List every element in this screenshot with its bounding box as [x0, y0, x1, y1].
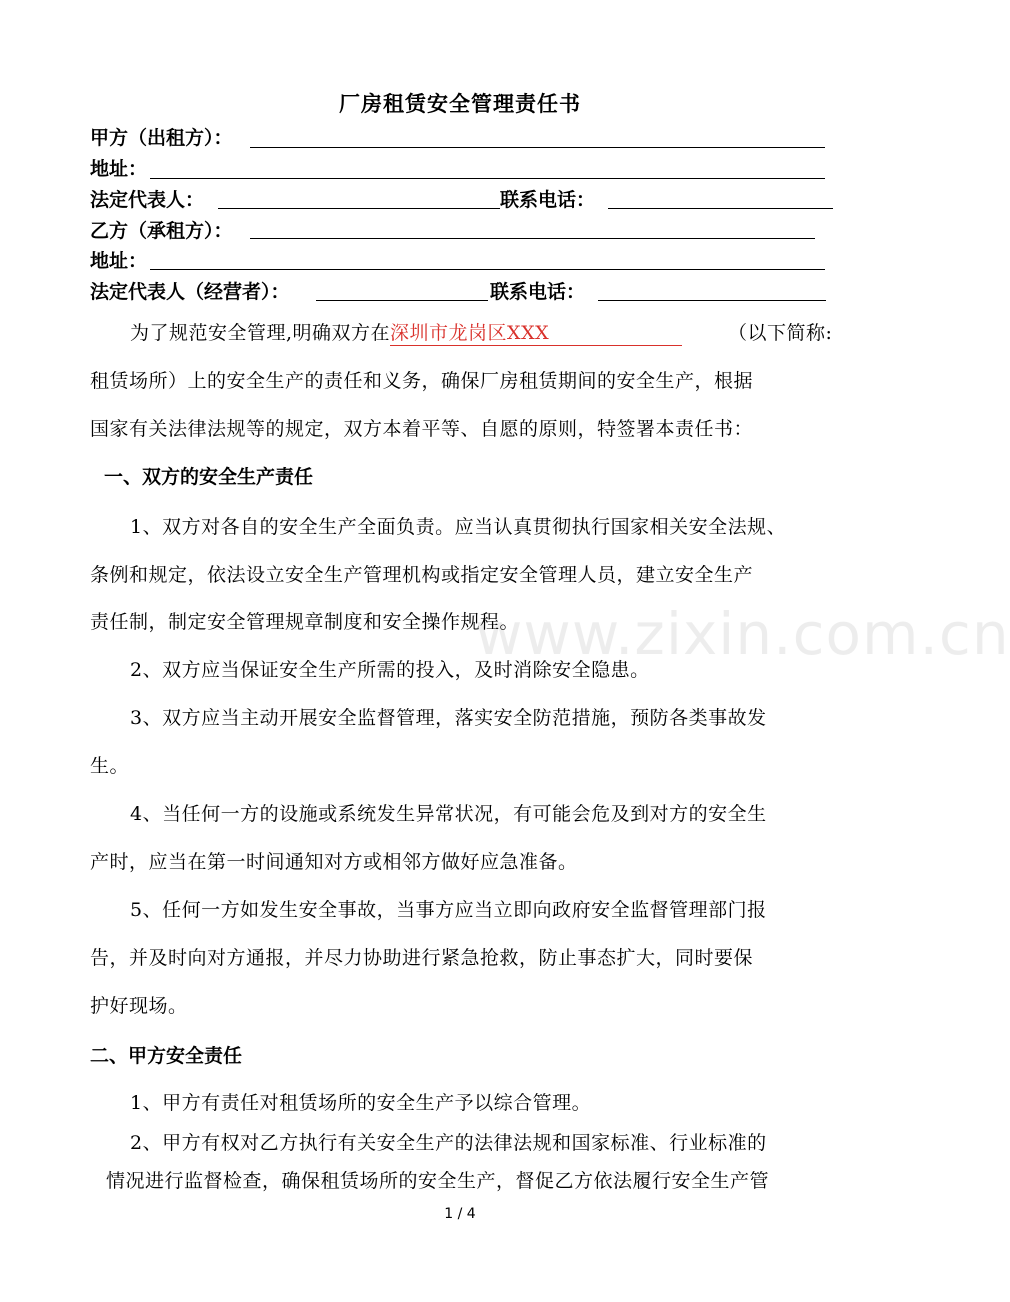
s1-line-3: 责任制，制定安全管理规章制度和安全操作规程。 — [90, 611, 520, 633]
s1-line-4: 2、双方应当保证安全生产所需的投入，及时消除安全隐患。 — [130, 659, 650, 681]
address-b-label: 地址： — [90, 250, 148, 272]
s1-line-5: 3、双方应当主动开展安全监督管理，落实安全防范措施，预防各类事故发 — [130, 707, 767, 729]
address-a-blank[interactable] — [150, 178, 825, 179]
party-a-blank[interactable] — [250, 147, 825, 148]
section-1-heading: 一、双方的安全生产责任 — [104, 466, 314, 488]
intro-line-3: 国家有关法律法规等的规定，双方本着平等、自愿的原则，特签署本责任书： — [90, 418, 754, 440]
legal-rep-a-blank[interactable] — [218, 208, 500, 209]
phone-a-label: 联系电话： — [500, 189, 596, 211]
location-field[interactable]: 深圳市龙岗区XXX — [390, 318, 682, 346]
party-b-label: 乙方（承租方）： — [90, 220, 233, 242]
document-title: 厂房租赁安全管理责任书 — [339, 92, 581, 116]
phone-a-blank[interactable] — [608, 208, 833, 209]
intro-line-2: 租赁场所）上的安全生产的责任和义务，确保厂房租赁期间的安全生产，根据 — [90, 370, 754, 392]
party-b-blank[interactable] — [250, 238, 815, 239]
s1-line-6: 生。 — [90, 755, 130, 777]
legal-rep-a-label: 法定代表人： — [90, 189, 205, 211]
legal-rep-b-label: 法定代表人（经营者）： — [90, 281, 290, 303]
s2-line-2: 2、甲方有权对乙方执行有关安全生产的法律法规和国家标准、行业标准的 — [130, 1132, 767, 1154]
party-a-label: 甲方（出租方）： — [90, 127, 233, 149]
phone-b-blank[interactable] — [598, 300, 826, 301]
s1-line-8: 产时，应当在第一时间通知对方或相邻方做好应急准备。 — [90, 851, 578, 873]
address-b-blank[interactable] — [150, 269, 825, 270]
s1-line-7: 4、当任何一方的设施或系统发生异常状况，有可能会危及到对方的安全生 — [130, 803, 767, 825]
s1-line-11: 护好现场。 — [90, 995, 188, 1017]
s2-line-1: 1、甲方有责任对租赁场所的安全生产予以综合管理。 — [130, 1092, 592, 1114]
s2-line-3: 情况进行监督检查，确保租赁场所的安全生产，督促乙方依法履行安全生产管 — [106, 1170, 770, 1192]
s1-line-9: 5、任何一方如发生安全事故，当事方应当立即向政府安全监督管理部门报 — [130, 899, 767, 921]
s1-line-1: 1、双方对各自的安全生产全面负责。应当认真贯彻执行国家相关安全法规、 — [130, 516, 787, 538]
intro-line-1: 为了规范安全管理,明确双方在深圳市龙岗区XXX （以下简称: — [130, 318, 682, 346]
s1-line-10: 告，并及时向对方通报，并尽力协助进行紧急抢救，防止事态扩大，同时要保 — [90, 947, 754, 969]
address-a-label: 地址： — [90, 158, 148, 180]
section-2-heading: 二、甲方安全责任 — [90, 1045, 243, 1067]
s1-line-2: 条例和规定，依法设立安全生产管理机构或指定安全管理人员，建立安全生产 — [90, 564, 754, 586]
page-number: 1 / 4 — [444, 1206, 476, 1222]
phone-b-label: 联系电话： — [490, 281, 586, 303]
legal-rep-b-blank[interactable] — [316, 300, 488, 301]
watermark: www.zixin.com.cn — [475, 600, 1010, 668]
